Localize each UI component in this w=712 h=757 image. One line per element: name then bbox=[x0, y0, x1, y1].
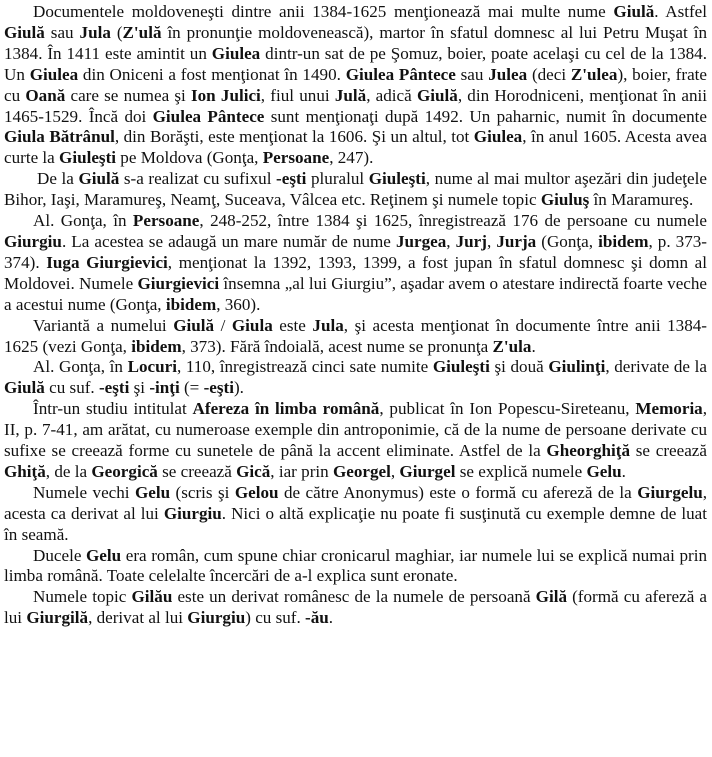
bold-term: Giulă bbox=[173, 315, 215, 335]
bold-term: Giulea bbox=[29, 64, 79, 84]
text-run: Numele vechi bbox=[33, 482, 135, 502]
text-run: , derivate de la bbox=[605, 357, 707, 377]
bold-term: Persoane bbox=[262, 148, 330, 168]
text-run: , de la bbox=[45, 461, 92, 481]
text-run: . bbox=[531, 336, 536, 356]
bold-term: -eşti bbox=[98, 378, 130, 398]
bold-term: Z'ula bbox=[492, 336, 532, 356]
text-run: , derivat al lui bbox=[88, 608, 188, 628]
bold-term: Giurgelu bbox=[637, 482, 703, 502]
bold-term: -eşti bbox=[203, 378, 234, 398]
text-run: se creează bbox=[630, 441, 707, 461]
bold-term: Gilă bbox=[535, 587, 568, 607]
text-run: (scris şi bbox=[170, 482, 235, 502]
paragraph bbox=[4, 357, 707, 399]
text-run: . La acestea se adaugă un mare număr de nume bbox=[61, 231, 396, 251]
text-run: . Astfel bbox=[654, 2, 708, 21]
bold-term: -inţi bbox=[149, 378, 180, 398]
bold-term: Gelu bbox=[86, 545, 122, 565]
bold-term: Persoane bbox=[132, 211, 200, 231]
text-run: . Nici o altă explicaţie nu poate fi susţinută cu exemple demne de luat în seamă. bbox=[4, 503, 707, 544]
text-run: pe Moldova (Gonţa, bbox=[116, 148, 263, 168]
bold-term: Georgică bbox=[91, 461, 158, 481]
bold-term: Jula bbox=[79, 22, 111, 42]
text-run: , II, p. 7-41, am arătat, cu numeroase exemple din antroponimie, că de la nume de persoane derivate cu sufixe se creează forme cu sunetele de până la accent eliminate. Astfel de la bbox=[4, 399, 708, 461]
text-run: , acesta ca derivat al lui bbox=[4, 482, 708, 523]
text-run: , menţionat la 1392, 1393, 1399, a fost jupan în sfatul domnesc şi domn al Moldovei. Numele bbox=[4, 252, 707, 293]
bold-term: Giurgel bbox=[399, 461, 456, 481]
text-run: cu suf. bbox=[44, 378, 99, 398]
bold-term: Giurgiu bbox=[187, 608, 246, 628]
bold-term: Giulinţi bbox=[548, 357, 606, 377]
bold-term: Jurgea bbox=[395, 231, 447, 251]
bold-term: Gilău bbox=[131, 587, 173, 607]
text-run: , nume al mai multor aşezări din judeţele Bihor, Iaşi, Maramureş, Neamţ, Suceava, Vâlcea etc. Reţinem şi numele topic bbox=[4, 169, 707, 210]
bold-term: Giulă bbox=[416, 85, 458, 105]
bold-term: Giulea bbox=[211, 43, 261, 63]
text-run: , publicat în Ion Popescu-Sireteanu, bbox=[379, 399, 636, 419]
bold-term: Gelu bbox=[134, 482, 171, 502]
text-run: (Gonţa, bbox=[536, 231, 599, 251]
text-run: , 373). Fără îndoială, acest nume se pronunţa bbox=[181, 336, 493, 356]
bold-term: Gică bbox=[236, 461, 271, 481]
text-run: , bbox=[486, 231, 497, 251]
bold-term: Giulă bbox=[613, 2, 655, 21]
text-run: Numele topic bbox=[33, 587, 132, 607]
paragraph bbox=[4, 2, 707, 169]
bold-term: Giurgilă bbox=[26, 608, 89, 628]
bold-term: ibidem bbox=[165, 294, 217, 314]
bold-term: Giuleşti bbox=[368, 169, 426, 189]
text-run: sunt menţionaţi după 1492. Un paharnic, numit în documente bbox=[264, 106, 707, 126]
bold-term: Giurgiu bbox=[4, 231, 62, 251]
bold-term: Giulea bbox=[473, 127, 523, 147]
text-run: . bbox=[328, 608, 334, 628]
bold-term: Jurj bbox=[455, 231, 487, 251]
text-run: se creează bbox=[157, 461, 237, 481]
bold-term: Giulea Pântece bbox=[152, 106, 265, 126]
text-run: , iar prin bbox=[270, 461, 333, 481]
text-run: pluralul bbox=[306, 169, 369, 189]
text-run: , fiul unui bbox=[260, 85, 335, 105]
paragraph bbox=[4, 316, 707, 358]
bold-term: Giula bbox=[231, 315, 273, 335]
text-run: de către Anonymus) este o formă cu afereză de la bbox=[278, 482, 638, 502]
text-run: , p. 373-374). bbox=[4, 231, 707, 272]
text-run: şi două bbox=[489, 357, 549, 377]
bold-term: Giurgiu bbox=[163, 503, 222, 523]
text-run: ), boier, frate cu bbox=[4, 64, 707, 105]
text-run: Într-un studiu intitulat bbox=[33, 399, 193, 419]
text-run: în Maramureş. bbox=[589, 190, 694, 210]
text-run: ( bbox=[110, 22, 123, 42]
text-run: însemna „al lui Giurgiu”, aşadar avem o atestare indirectă foarte veche a acestui nume (Gonţa, bbox=[4, 273, 707, 314]
text-run: din Oniceni a fost menţionat în 1490. bbox=[78, 64, 346, 84]
bold-term: Gheorghiţă bbox=[546, 441, 630, 461]
paragraph bbox=[4, 211, 707, 316]
text-run: , în anul 1605. Acesta avea curte la bbox=[4, 127, 707, 168]
text-run: Al. Gonţa, în bbox=[33, 357, 128, 377]
text-run: s-a realizat cu sufixul bbox=[119, 169, 277, 189]
text-run: , 360). bbox=[216, 294, 261, 314]
bold-term: Giulă bbox=[78, 169, 120, 189]
text-run: care se numea şi bbox=[65, 85, 191, 105]
text-run: , şi acesta menţionat în documente între anii 1384-1625 (vezi Gonţa, bbox=[4, 315, 707, 356]
paragraph bbox=[4, 399, 707, 483]
text-run: dintr-un sat de pe Şomuz, boier, poate acelaşi cu cel de la 1384. Un bbox=[4, 43, 707, 84]
bold-term: Giulă bbox=[4, 22, 45, 42]
text-run: , 110, înregistrează cinci sate numite bbox=[176, 357, 433, 377]
text-run: , adică bbox=[366, 85, 417, 105]
bold-term: -eşti bbox=[276, 169, 307, 189]
text-run: Ducele bbox=[33, 545, 87, 565]
bold-term: ibidem bbox=[598, 231, 649, 251]
text-run: / bbox=[214, 315, 232, 335]
paragraph bbox=[4, 169, 707, 211]
bold-term: Julea bbox=[488, 64, 528, 84]
bold-term: Oană bbox=[25, 85, 66, 105]
bold-term: Giula Bătrânul bbox=[4, 127, 115, 147]
text-run: Variantă a numelui bbox=[33, 315, 174, 335]
paragraph bbox=[4, 483, 707, 546]
text-run: , bbox=[446, 231, 456, 251]
paragraph bbox=[4, 546, 707, 588]
text-run: sau bbox=[455, 64, 489, 84]
bold-term: Giulea Pântece bbox=[345, 64, 456, 84]
text-run: (deci bbox=[527, 64, 571, 84]
bold-term: Locuri bbox=[127, 357, 177, 377]
text-run: este bbox=[272, 315, 313, 335]
bold-term: Afereza în limba română bbox=[192, 399, 380, 419]
text-run: (= bbox=[179, 378, 204, 398]
bold-term: Ghiţă bbox=[4, 461, 46, 481]
bold-term: ibidem bbox=[131, 336, 182, 356]
paragraph bbox=[4, 587, 707, 629]
text-run: , 248-252, între 1384 şi 1625, înregistrează 176 de persoane cu numele bbox=[199, 211, 707, 231]
text-run: Documentele moldoveneşti dintre anii 1384-1625 menţionează mai multe nume bbox=[33, 2, 614, 21]
text-run: , din Horodniceni, menţionat în anii 1465-1529. Încă doi bbox=[4, 85, 707, 126]
text-run: şi bbox=[129, 378, 150, 398]
bold-term: -ău bbox=[305, 608, 329, 628]
bold-term: Georgel bbox=[332, 461, 391, 481]
text-run: , din Borăşti, este menţionat la 1606. Şi un altul, tot bbox=[114, 127, 474, 147]
text-run: sau bbox=[44, 22, 80, 42]
text-run: . bbox=[621, 461, 626, 481]
bold-term: Jurja bbox=[496, 231, 537, 251]
text-run: este un derivat românesc de la numele de persoană bbox=[172, 587, 536, 607]
bold-term: Giuluş bbox=[540, 190, 590, 210]
bold-term: Ion Julici bbox=[190, 85, 261, 105]
text-run: ). bbox=[233, 378, 244, 398]
bold-term: Jula bbox=[312, 315, 344, 335]
bold-term: Giuleşti bbox=[432, 357, 490, 377]
text-run: De la bbox=[37, 169, 79, 189]
bold-term: Z'ulea bbox=[570, 64, 618, 84]
text-run: , bbox=[390, 461, 400, 481]
bold-term: Giurgievici bbox=[137, 273, 220, 293]
bold-term: Gelu bbox=[586, 461, 622, 481]
bold-term: Gelou bbox=[234, 482, 279, 502]
bold-term: Giuleşti bbox=[59, 148, 117, 168]
bold-term: Z'ulă bbox=[122, 22, 162, 42]
text-run: (formă cu afereză a lui bbox=[4, 587, 707, 628]
text-run: ) cu suf. bbox=[245, 608, 306, 628]
bold-term: Giulă bbox=[4, 378, 45, 398]
text-run: Al. Gonţa, în bbox=[33, 211, 133, 231]
text-run: , 247). bbox=[329, 148, 374, 168]
bold-term: Julă bbox=[334, 85, 367, 105]
text-run: în pronunţie moldovenească), martor în sfatul domnesc al lui Petru Muşat în 1384. În 1411 este amintit un bbox=[4, 22, 707, 63]
text-run: se explică numele bbox=[455, 461, 587, 481]
bold-term: Memoria bbox=[635, 399, 703, 419]
document-body bbox=[4, 2, 707, 629]
text-run: era român, cum spune chiar cronicarul maghiar, iar numele lui se explică numai prin limba română. Toate celelalte încercări de a-l explica sunt eronate. bbox=[4, 545, 707, 586]
bold-term: Iuga Giurgievici bbox=[46, 252, 168, 272]
